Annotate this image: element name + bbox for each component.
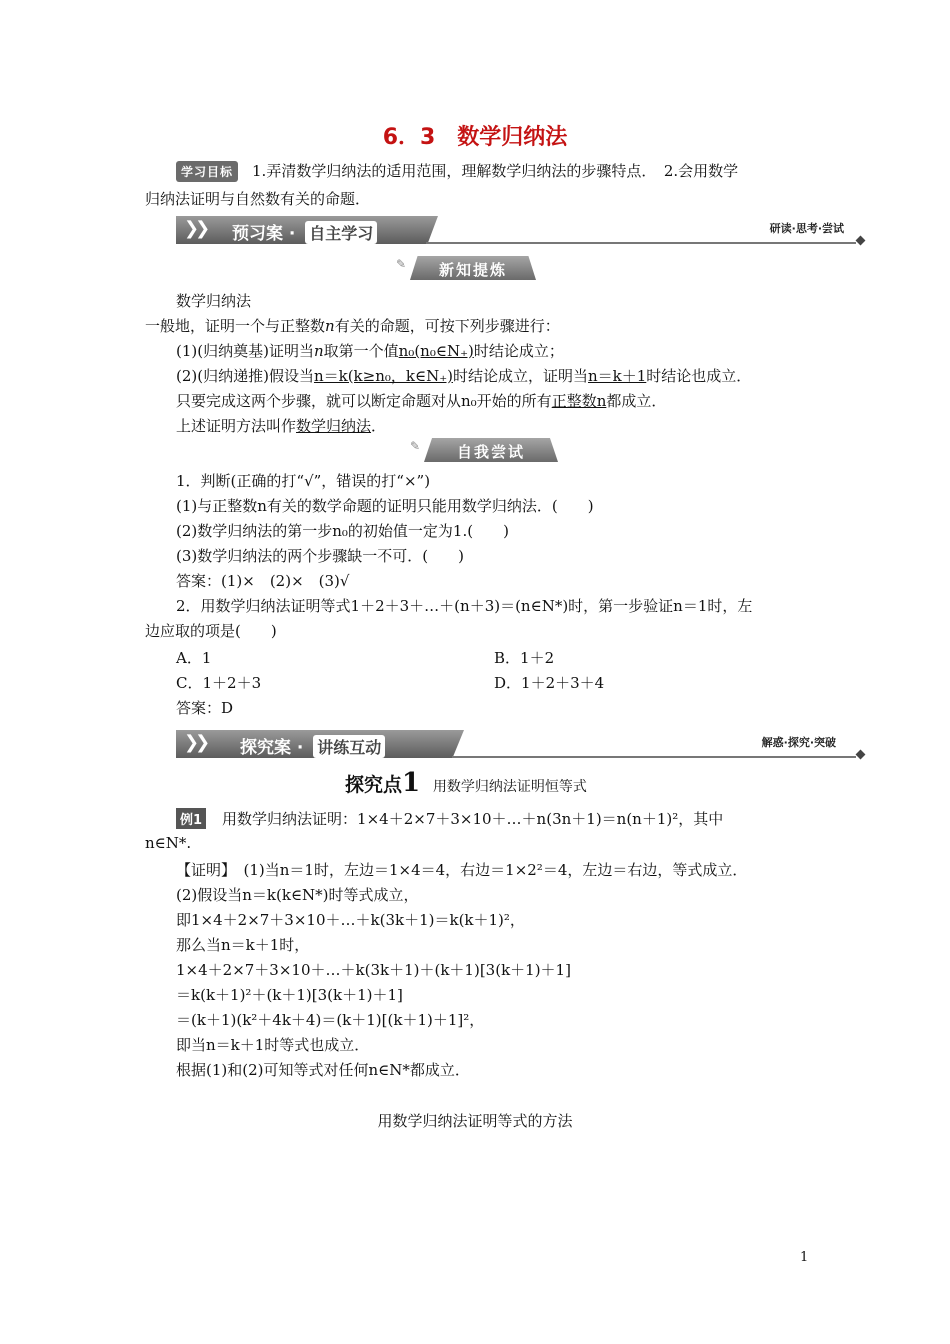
practice-q1: 1．判断(正确的打“√”，错误的打“×”) — [176, 472, 431, 490]
subhead-self-try-text: 自我尝试 — [456, 443, 525, 461]
pen-icon: ✎ — [410, 439, 421, 453]
option-a: A．1 — [176, 649, 212, 667]
banner-preview-label: 预习案 — [232, 224, 283, 244]
theory-heading: 数学归纳法 — [176, 292, 252, 310]
diamond-icon — [856, 750, 866, 760]
proof-line: 1×4＋2×7＋3×10＋…＋k(3k＋1)＋(k＋1)[3(k＋1)＋1] — [176, 961, 571, 979]
objectives-line2: 归纳法证明与自然数有关的命题． — [145, 190, 371, 208]
example-stmt-1: 用数学归纳法证明：1×4＋2×7＋3×10＋…＋n(3n＋1)＝n(n＋1)²，其中 — [222, 810, 724, 828]
theory-method-b: ． — [371, 417, 387, 435]
arrow-icon: ❯❯ — [184, 732, 207, 753]
practice-q1-2: (2)数学归纳法的第一步n₀的初始值一定为1.( ) — [176, 522, 509, 540]
explore-title: 探究点 — [345, 774, 403, 796]
theory-finish-a: 只要完成这两个步骤，就可以断定命题对从n₀开始的所有 — [176, 392, 552, 410]
subhead-self-try — [410, 438, 558, 462]
objectives-line1 — [176, 160, 738, 182]
theory-step1: (1)(归纳奠基)证明当n取第一个值n₀(n₀∈N₊)时结论成立； — [176, 342, 564, 360]
theory-method — [176, 415, 386, 436]
theory-step1-underline: n₀(n₀∈N₊) — [398, 342, 474, 360]
theory-intro-a: 一般地，证明一个与正整数 — [145, 317, 326, 335]
option-b: B．1＋2 — [494, 649, 555, 667]
subhead-new-knowledge — [396, 256, 536, 280]
theory-finish-b: 都成立． — [606, 392, 667, 410]
theory-method-a: 上述证明方法叫作 — [176, 417, 297, 435]
proof-line: (2)假设当n＝k(k∈N*)时等式成立， — [176, 886, 419, 904]
objectives-text-1: 1.弄清数学归纳法的适用范围，理解数学归纳法的步骤特点． 2.会用数学 — [252, 162, 739, 180]
proof-line: ＝k(k＋1)²＋(k＋1)[3(k＋1)＋1] — [176, 986, 403, 1004]
banner-explore: ❯❯ 探究案 · 讲练互动 解惑·探究·突破 — [176, 730, 866, 758]
theory-step1-c: 时结论成立； — [473, 342, 564, 360]
theory-step2-underline-2: n＝k＋1 — [588, 367, 647, 385]
pen-icon: ✎ — [396, 257, 407, 271]
banner-preview-tail: 研读·思考·尝试 — [769, 222, 844, 235]
practice-answer-1: 答案：(1)× (2)× (3)√ — [176, 572, 350, 590]
proof-line: ＝(k＋1)(k²＋4k＋4)＝(k＋1)[(k＋1)＋1]²， — [176, 1011, 485, 1029]
diamond-icon — [856, 236, 866, 246]
page-title: 6．3 数学归纳法 — [382, 125, 568, 150]
page-number: 1 — [800, 1250, 809, 1265]
proof-line: 那么当n＝k＋1时， — [176, 936, 310, 954]
banner-preview: ❯❯ 预习案 · 自主学习 研读·思考·尝试 — [176, 216, 866, 244]
theory-step2-c: 时结论也成立． — [646, 367, 752, 385]
banner-preview-box: 自主学习 — [305, 221, 377, 244]
example-statement — [176, 808, 723, 829]
theory-intro: 一般地，证明一个与正整数n有关的命题，可按下列步骤进行： — [145, 317, 560, 335]
practice-q1-1: (1)与正整数n有关的数学命题的证明只能用数学归纳法．( ) — [176, 497, 594, 515]
theory-step1-a: (1)(归纳奠基)证明当 — [176, 342, 314, 360]
option-d: D．1＋2＋3＋4 — [494, 674, 605, 692]
practice-q1-3: (3)数学归纳法的两个步骤缺一不可．( ) — [176, 547, 464, 565]
theory-method-underline: 数学归纳法 — [296, 417, 372, 435]
method-title: 用数学归纳法证明等式的方法 — [377, 1112, 573, 1130]
proof-line: 【证明】 (1)当n＝1时，左边＝1×4＝4，右边＝1×2²＝4，左边＝右边，等式成立． — [176, 861, 748, 879]
example-stmt-2: n∈N*. — [145, 834, 192, 852]
proof-line: 即当n＝k＋1时等式也成立． — [176, 1036, 370, 1054]
theory-intro-b: 有关的命题，可按下列步骤进行： — [334, 317, 560, 335]
practice-answer-2: 答案：D — [176, 699, 234, 717]
explore-desc: 用数学归纳法证明恒等式 — [432, 779, 587, 795]
theory-step1-b: 取第一个值 — [323, 342, 399, 360]
practice-q2-line1: 2．用数学归纳法证明等式1＋2＋3＋…＋(n＋3)＝(n∈N*)时，第一步验证n＝1时，左 — [176, 597, 753, 615]
theory-finish-underline: 正整数n — [551, 392, 607, 410]
explore-point-heading — [345, 768, 587, 798]
objectives-tag: 学习目标 — [176, 161, 238, 182]
practice-q2-line2: 边应取的项是( ) — [145, 622, 277, 640]
banner-explore-box: 讲练互动 — [313, 735, 385, 758]
option-c: C．1＋2＋3 — [176, 674, 262, 692]
theory-step2-b: 时结论成立，证明当 — [452, 367, 588, 385]
subhead-new-knowledge-text: 新知提炼 — [438, 261, 507, 279]
proof-line: 根据(1)和(2)可知等式对任何n∈N*都成立． — [176, 1061, 470, 1079]
arrow-icon: ❯❯ — [184, 218, 207, 239]
banner-explore-tail: 解惑·探究·突破 — [761, 736, 836, 749]
theory-step2 — [176, 365, 751, 386]
theory-finish — [176, 390, 666, 411]
example-tag: 例1 — [176, 808, 206, 829]
banner-explore-label: 探究案 — [240, 738, 291, 758]
explore-num: 1 — [402, 768, 421, 798]
proof-line: 即1×4＋2×7＋3×10＋…＋k(3k＋1)＝k(k＋1)²， — [176, 911, 525, 929]
theory-step2-underline-1: n＝k(k≥n₀，k∈N₊) — [313, 367, 453, 385]
theory-step2-a: (2)(归纳递推)假设当 — [176, 367, 314, 385]
